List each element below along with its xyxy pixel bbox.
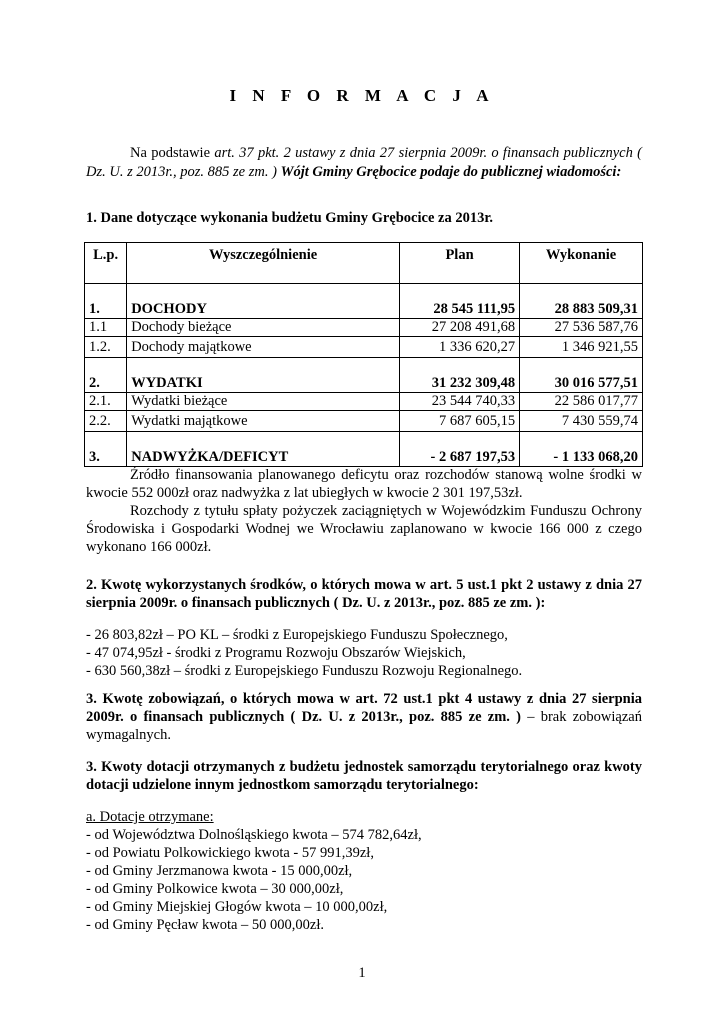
- table-row: [85, 411, 643, 432]
- row-lp: 1.2.: [85, 337, 127, 358]
- list-item: - 630 560,38zł – środki z Europejskiego Funduszu Rozwoju Regionalnego.: [86, 663, 523, 679]
- row-exec: 7 430 559,74: [520, 411, 643, 432]
- list-item: - od Gminy Pęcław kwota – 50 000,00zł.: [86, 917, 325, 933]
- intro-lead: Na podstawie: [130, 145, 215, 161]
- page-number: 1: [358, 965, 366, 981]
- row-name: NADWYŻKA/DEFICYT: [127, 432, 400, 467]
- loan-repayment-paragraph: Rozchody z tytułu spłaty pożyczek zaciągniętych w Wojewódzkim Funduszu Ochrony Środowiska i Gospodarki Wodnej we Wrocławiu zaplanowano w kwocie 166 000 z czego wykonano 166 000zł.: [86, 503, 642, 555]
- row-plan: 31 232 309,48: [399, 358, 519, 393]
- row-name: Dochody bieżące: [127, 319, 400, 337]
- section2: [86, 576, 642, 680]
- table-row: [85, 432, 643, 467]
- intro-statement: Wójt Gminy Grębocice podaje do publicznej wiadomości:: [280, 164, 622, 180]
- row-plan: 28 545 111,95: [399, 284, 519, 319]
- header-plan: Plan: [399, 243, 519, 284]
- section4: [86, 758, 642, 934]
- header-lp: L.p.: [85, 243, 127, 284]
- row-plan: - 2 687 197,53: [399, 432, 519, 467]
- row-plan: 1 336 620,27: [399, 337, 519, 358]
- section4-subheading: a. Dotacje otrzymane:: [86, 809, 214, 825]
- table-row: [85, 358, 643, 393]
- row-exec: 22 586 017,77: [520, 393, 643, 411]
- section2-list: [86, 626, 642, 680]
- row-exec: 27 536 587,76: [520, 319, 643, 337]
- row-lp: 1.1: [85, 319, 127, 337]
- row-name: Wydatki bieżące: [127, 393, 400, 411]
- list-item: - od Gminy Miejskiej Głogów kwota – 10 000,00zł,: [86, 899, 388, 915]
- grants-list: [86, 826, 642, 934]
- section3: [86, 690, 642, 744]
- row-lp: 2.: [85, 358, 127, 393]
- list-item: - od Powiatu Polkowickiego kwota - 57 991,39zł,: [86, 845, 374, 861]
- intro-legal-ref: art. 37 pkt. 2 ustawy z dnia 27 sierpnia 2009r. o finansach publicznych ( Dz. U. z 2013r., poz. 885 ze zm. ): [86, 145, 642, 180]
- row-lp: 3.: [85, 432, 127, 467]
- row-name: Wydatki majątkowe: [127, 411, 400, 432]
- deficit-paragraph: Źródło finansowania planowanego deficytu oraz rozchodów stanową wolne środki w kwocie 552 000zł oraz nadwyżka z lat ubiegłych w kwocie 2 301 197,53zł.: [86, 467, 642, 501]
- section2-heading: 2. Kwotę wykorzystanych środków, o których mowa w art. 5 ust.1 pkt 2 ustawy z dnia 27 sierpnia 2009r. o finansach publicznych ( Dz. U. z 2013r., poz. 885 ze zm. ):: [86, 577, 642, 611]
- table-header-row: [85, 243, 643, 284]
- row-name: DOCHODY: [127, 284, 400, 319]
- row-lp: 2.2.: [85, 411, 127, 432]
- table-row: [85, 393, 643, 411]
- row-lp: 1.: [85, 284, 127, 319]
- section3-heading: 3. Kwotę zobowiązań, o których mowa w art. 72 ust.1 pkt 4 ustawy z dnia 27 sierpnia 2009r. o finansach publicznych ( Dz. U. z 2013r., poz. 885 ze zm. ): [86, 691, 642, 725]
- deficit-financing: [86, 466, 642, 556]
- table-row: [85, 319, 643, 337]
- list-item: - od Województwa Dolnośląskiego kwota – 574 782,64zł,: [86, 827, 422, 843]
- table-row: [85, 337, 643, 358]
- row-exec: 28 883 509,31: [520, 284, 643, 319]
- row-lp: 2.1.: [85, 393, 127, 411]
- row-plan: 27 208 491,68: [399, 319, 519, 337]
- row-exec: 1 346 921,55: [520, 337, 643, 358]
- intro-paragraph: [86, 144, 642, 182]
- header-name: Wyszczególnienie: [127, 243, 400, 284]
- list-item: - od Gminy Polkowice kwota – 30 000,00zł,: [86, 881, 344, 897]
- row-name: Dochody majątkowe: [127, 337, 400, 358]
- row-name: WYDATKI: [127, 358, 400, 393]
- document-title: I N F O R M A C J A: [229, 86, 495, 105]
- list-item: - od Gminy Jerzmanowa kwota - 15 000,00zł,: [86, 863, 353, 879]
- header-exec: Wykonanie: [520, 243, 643, 284]
- row-plan: 23 544 740,33: [399, 393, 519, 411]
- budget-table: [84, 242, 643, 467]
- row-exec: 30 016 577,51: [520, 358, 643, 393]
- table-row: [85, 284, 643, 319]
- list-item: - 47 074,95zł - środki z Programu Rozwoju Obszarów Wiejskich,: [86, 645, 466, 661]
- list-item: - 26 803,82zł – PO KL – środki z Europejskiego Funduszu Społecznego,: [86, 627, 508, 643]
- row-exec: - 1 133 068,20: [520, 432, 643, 467]
- section3-tail: – brak zobowiązań wymagalnych.: [86, 709, 642, 743]
- row-plan: 7 687 605,15: [399, 411, 519, 432]
- section1-heading: 1. Dane dotyczące wykonania budżetu Gminy Grębocice za 2013r.: [86, 210, 494, 226]
- section4-heading: 3. Kwoty dotacji otrzymanych z budżetu jednostek samorządu terytorialnego oraz kwoty dotacji udzielone innym jednostkom samorządu terytorialnego:: [86, 759, 642, 793]
